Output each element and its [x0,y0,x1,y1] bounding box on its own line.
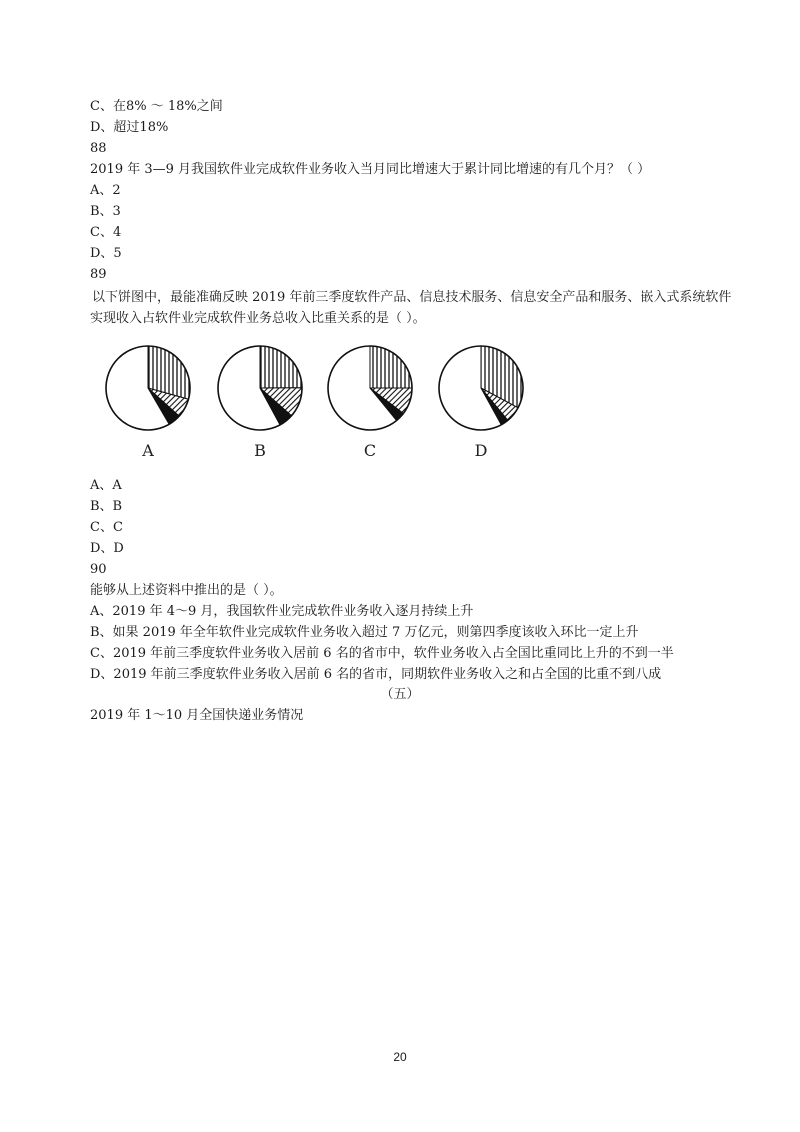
pie-chart-options [100,345,540,465]
pie-label-c: C [363,441,377,460]
q90-option-c: C、2019 年前三季度软件业务收入居前 6 名的省市中，软件业务收入占全国比重同比上升的不到一半 [90,646,674,661]
pie-label-a: A [142,441,154,460]
section-title: 2019 年 1～10 月全国快递业务情况 [90,708,304,723]
q87-option-c: C、在8% ～ 18%之间 [90,99,223,114]
q89-option-d: D、D [90,541,124,556]
q89-option-b: B、B [90,499,123,514]
q89-option-c: C、C [90,520,123,535]
q88-stem: 2019 年 3—9 月我国软件业完成软件业务收入当月同比增速大于累计同比增速的有几个月？（ ） [90,162,651,177]
q88-number: 88 [90,141,107,156]
page-number: 20 [393,1050,407,1064]
q90-option-a: A、2019 年 4～9 月，我国软件业完成软件业务收入逐月持续上升 [90,604,474,619]
q90-stem: 能够从上述资料中推出的是（ ）。 [90,583,283,598]
q89-number: 89 [90,267,107,282]
section-number: （五） [380,687,420,702]
q88-option-a: A、2 [90,183,121,198]
q87-option-d: D、超过18% [90,120,169,135]
q90-number: 90 [90,562,107,577]
q88-option-d: D、5 [90,246,122,261]
q89-option-a: A、A [90,478,122,493]
q88-option-b: B、3 [90,204,121,219]
q90-option-b: B、如果 2019 年全年软件业完成软件业务收入超过 7 万亿元，则第四季度该收入环比一定上升 [90,625,639,640]
pie-label-d: D [474,441,488,460]
q90-option-d: D、2019 年前三季度软件业务收入居前 6 名的省市，同期软件业务收入之和占全国的比重不到八成 [90,667,662,682]
pie-label-b: B [254,441,266,460]
q88-option-c: C、4 [90,225,122,240]
q89-stem: 以下饼图中，最能准确反映 2019 年前三季度软件产品、信息技术服务、信息安全产品和服务、嵌入式系统软件实现收入占软件业完成软件业务总收入比重关系的是（ ）。 [90,290,732,326]
